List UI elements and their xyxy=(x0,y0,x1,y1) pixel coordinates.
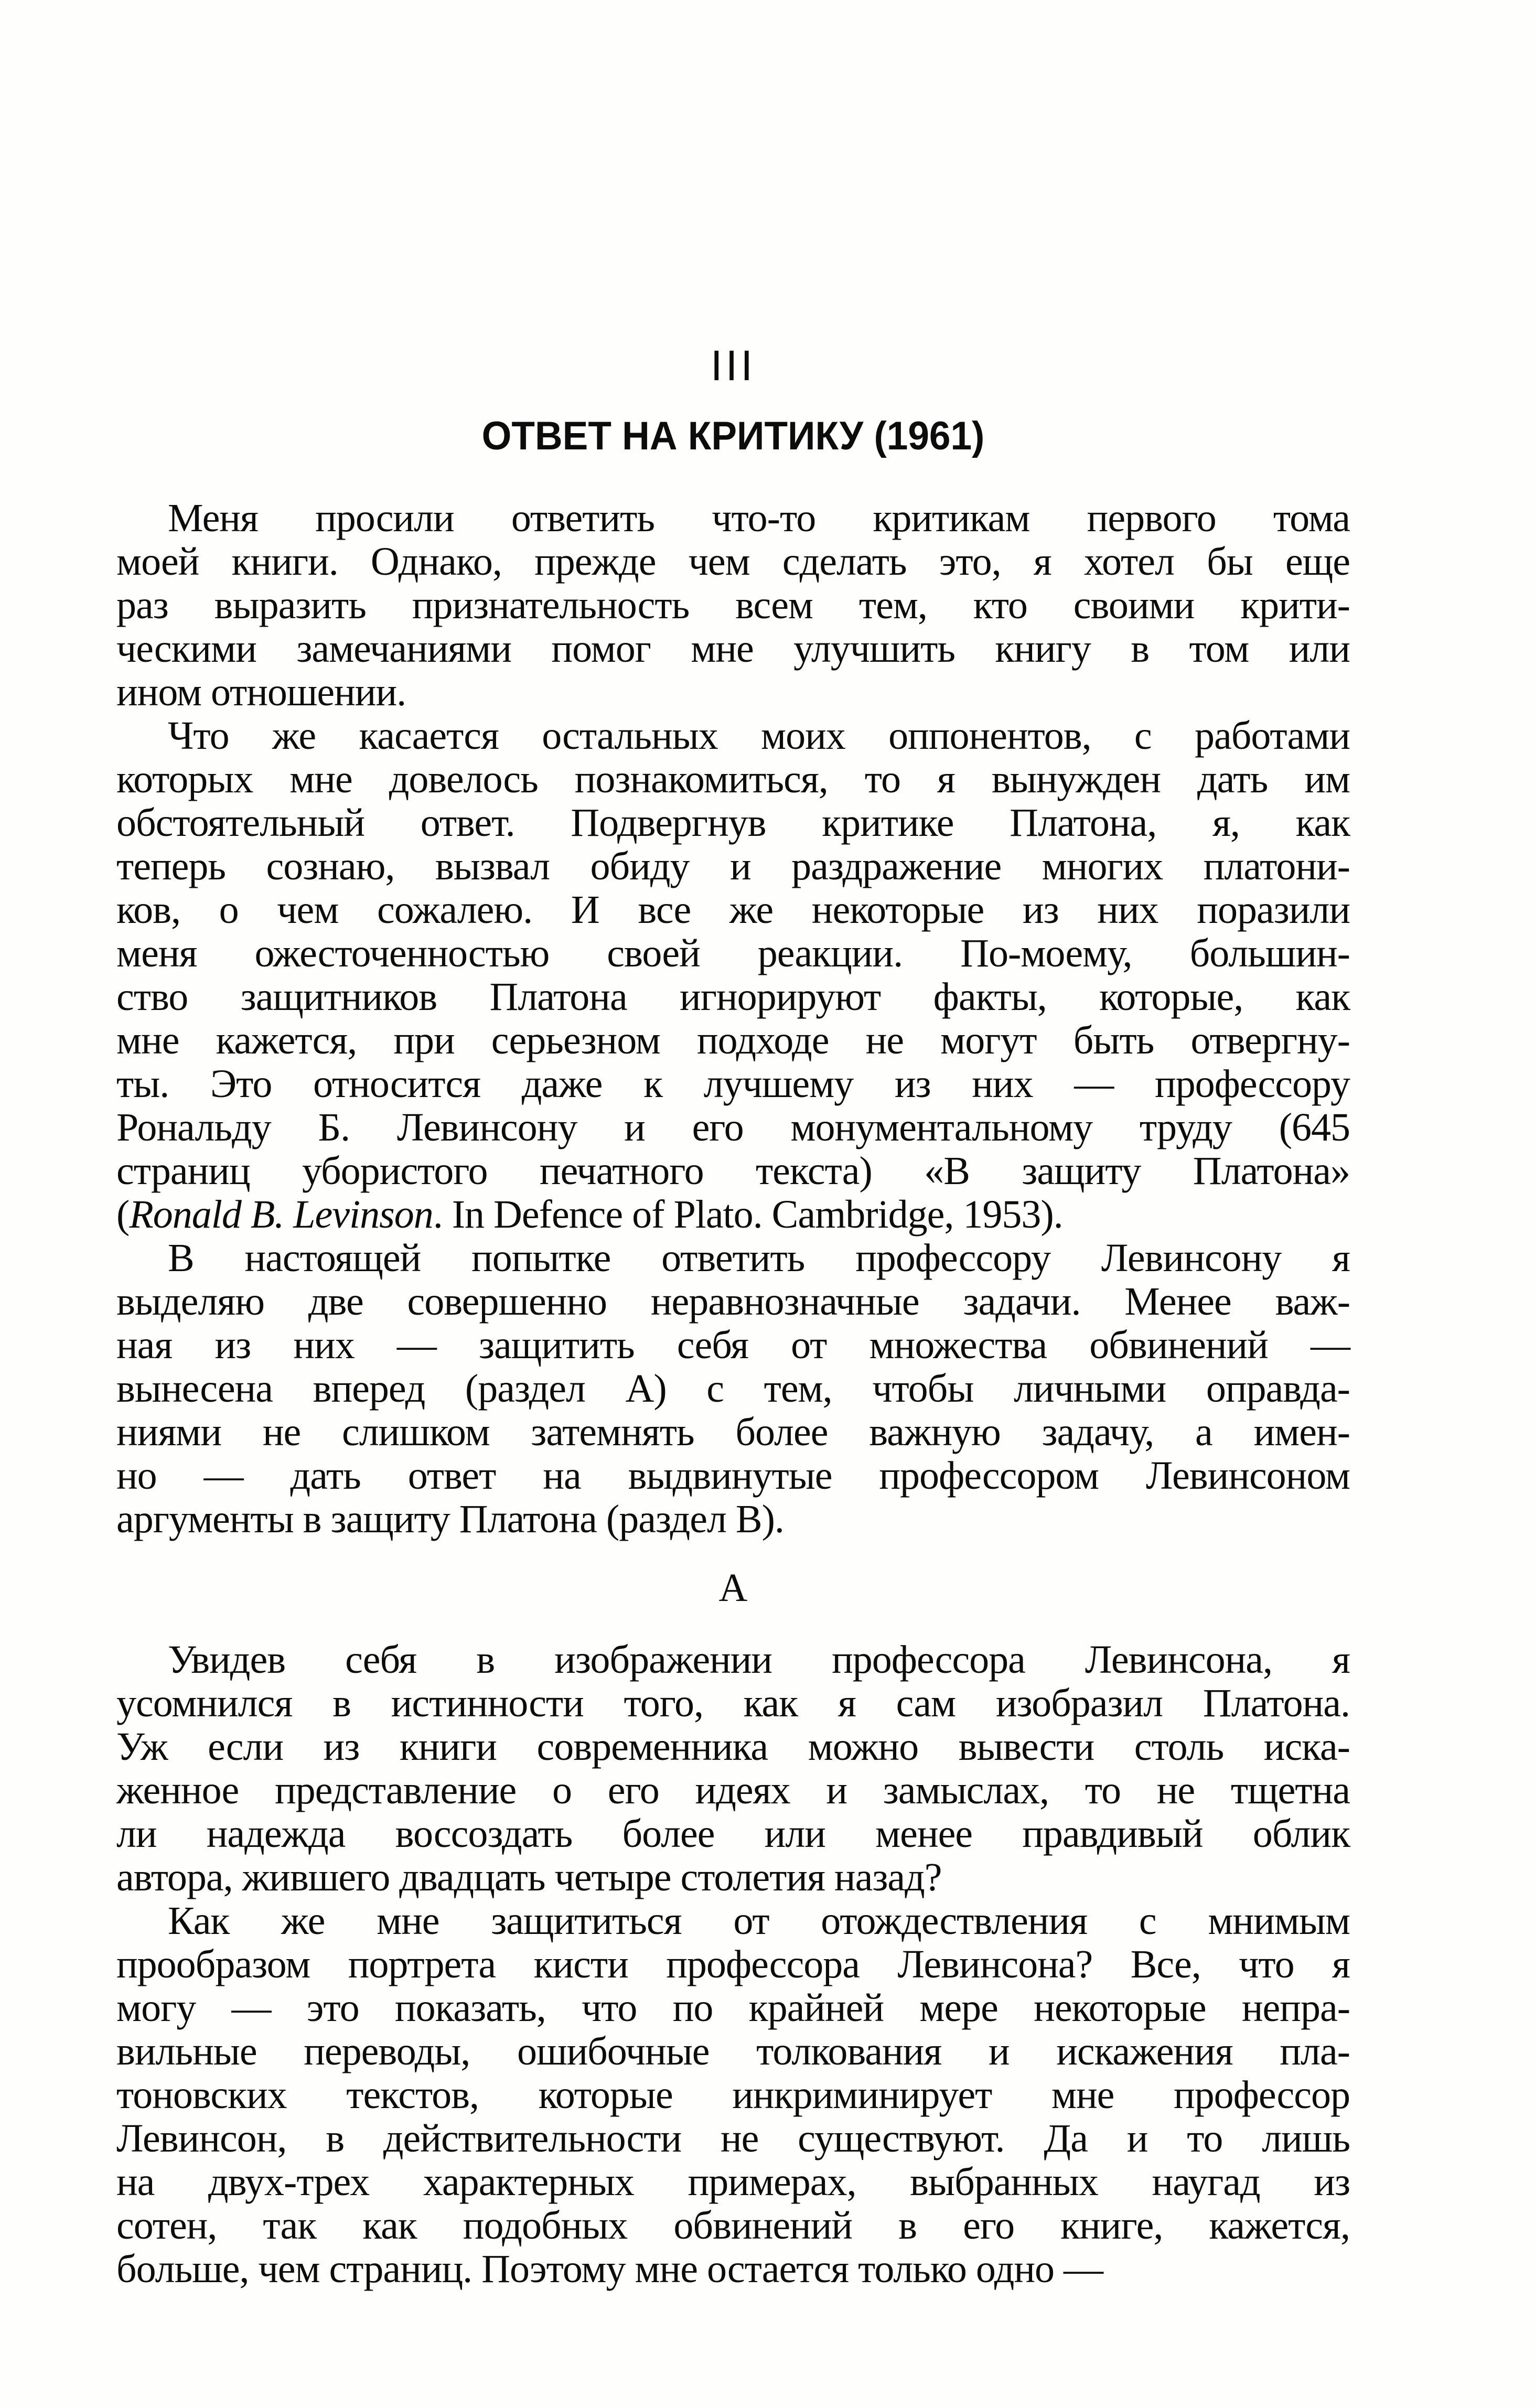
text-line: усомнился в истинности того, как я сам изобразил Платона. xyxy=(116,1681,1350,1725)
text-line: Увидев себя в изображении профессора Левинсона, я xyxy=(168,1638,1350,1682)
text-line: раз выразить признательность всем тем, кто своими крити- xyxy=(116,583,1350,627)
text-line: могу — это показать, что по крайней мере некоторые непра- xyxy=(116,1986,1350,2030)
text-line: ли надежда воссоздать более или менее правдивый облик xyxy=(116,1812,1350,1856)
text-line: ты. Это относится даже к лучшему из них — профессору xyxy=(116,1062,1350,1106)
text-line: выделяю две совершенно неравнозначные задачи. Менее важ- xyxy=(116,1280,1350,1324)
text-line: больше, чем страниц. Поэтому мне остается только одно — xyxy=(116,2247,1103,2291)
text-line: на двух-трех характерных примерах, выбранных наугад из xyxy=(116,2160,1350,2204)
text-line: ином отношении. xyxy=(116,670,406,714)
text-line: сотен, так как подобных обвинений в его книге, кажется, xyxy=(116,2203,1350,2248)
text-line: (Ronald B. Levinson. In Defence of Plato. Cambridge, 1953). xyxy=(116,1192,1063,1237)
text-line: ков, о чем сожалею. И все же некоторые из них поразили xyxy=(116,888,1350,932)
text-line: обстоятельный ответ. Подвергнув критике Платона, я, как xyxy=(116,801,1350,845)
text-line: автора, жившего двадцать четыре столетия назад? xyxy=(116,1855,942,1899)
text-line: моей книги. Однако, прежде чем сделать это, я хотел бы еще xyxy=(116,540,1350,584)
text-line: меня ожесточенностью своей реакции. По-моему, большин- xyxy=(116,931,1350,975)
text-line: ниями не слишком затемнять более важную задачу, а имен- xyxy=(116,1410,1350,1454)
text-line: страниц убористого печатного текста) «В защиту Платона» xyxy=(116,1149,1350,1193)
text-line: прообразом портрета кисти профессора Левинсона? Все, что я xyxy=(116,1942,1350,1986)
paragraph xyxy=(116,497,1350,714)
text-line: но — дать ответ на выдвинутые профессором Левинсоном xyxy=(116,1454,1350,1498)
text-line: которых мне довелось познакомиться, то я вынужден дать им xyxy=(116,757,1350,801)
text-line: ство защитников Платона игнорируют факты, которые, как xyxy=(116,975,1350,1019)
text-line: вильные переводы, ошибочные толкования и искажения пла- xyxy=(116,2029,1350,2073)
section-heading: А xyxy=(718,1566,748,1610)
text-line: Что же касается остальных моих оппонентов, с работами xyxy=(168,714,1350,758)
text-line: мне кажется, при серьезном подходе не могут быть отвергну- xyxy=(116,1018,1350,1062)
paragraph xyxy=(116,1237,1350,1541)
text-line: тоновских текстов, которые инкриминирует мне профессор xyxy=(116,2073,1350,2117)
chapter-number: III xyxy=(710,342,756,390)
text-line: Рональду Б. Левинсону и его монументальному труду (645 xyxy=(116,1105,1350,1149)
text-line: теперь сознаю, вызвал обиду и раздражение многих платони- xyxy=(116,844,1350,888)
text-body xyxy=(116,497,1350,2291)
text-line: Меня просили ответить что-то критикам первого тома xyxy=(168,496,1350,540)
paragraph xyxy=(116,1899,1350,2291)
text-line: Уж если из книги современника можно вывести столь иска- xyxy=(116,1725,1350,1769)
text-line: женное представление о его идеях и замыслах, то не тщетна xyxy=(116,1768,1350,1812)
page-content xyxy=(116,342,1350,2291)
text-line: вынесена вперед (раздел А) с тем, чтобы личными оправда- xyxy=(116,1367,1350,1411)
text-line: В настоящей попытке ответить профессору Левинсону я xyxy=(168,1236,1350,1280)
text-line: ческими замечаниями помог мне улучшить книгу в том или xyxy=(116,627,1350,671)
text-line: Как же мне защититься от отождествления с мнимым xyxy=(168,1899,1350,1943)
paragraph xyxy=(116,714,1350,1237)
paragraph xyxy=(116,1638,1350,1899)
text-line: аргументы в защиту Платона (раздел В). xyxy=(116,1497,784,1541)
text-line: ная из них — защитить себя от множества обвинений — xyxy=(116,1323,1350,1367)
chapter-title: ОТВЕТ НА КРИТИКУ (1961) xyxy=(481,414,985,458)
text-line: Левинсон, в действительности не существуют. Да и то лишь xyxy=(116,2116,1350,2160)
